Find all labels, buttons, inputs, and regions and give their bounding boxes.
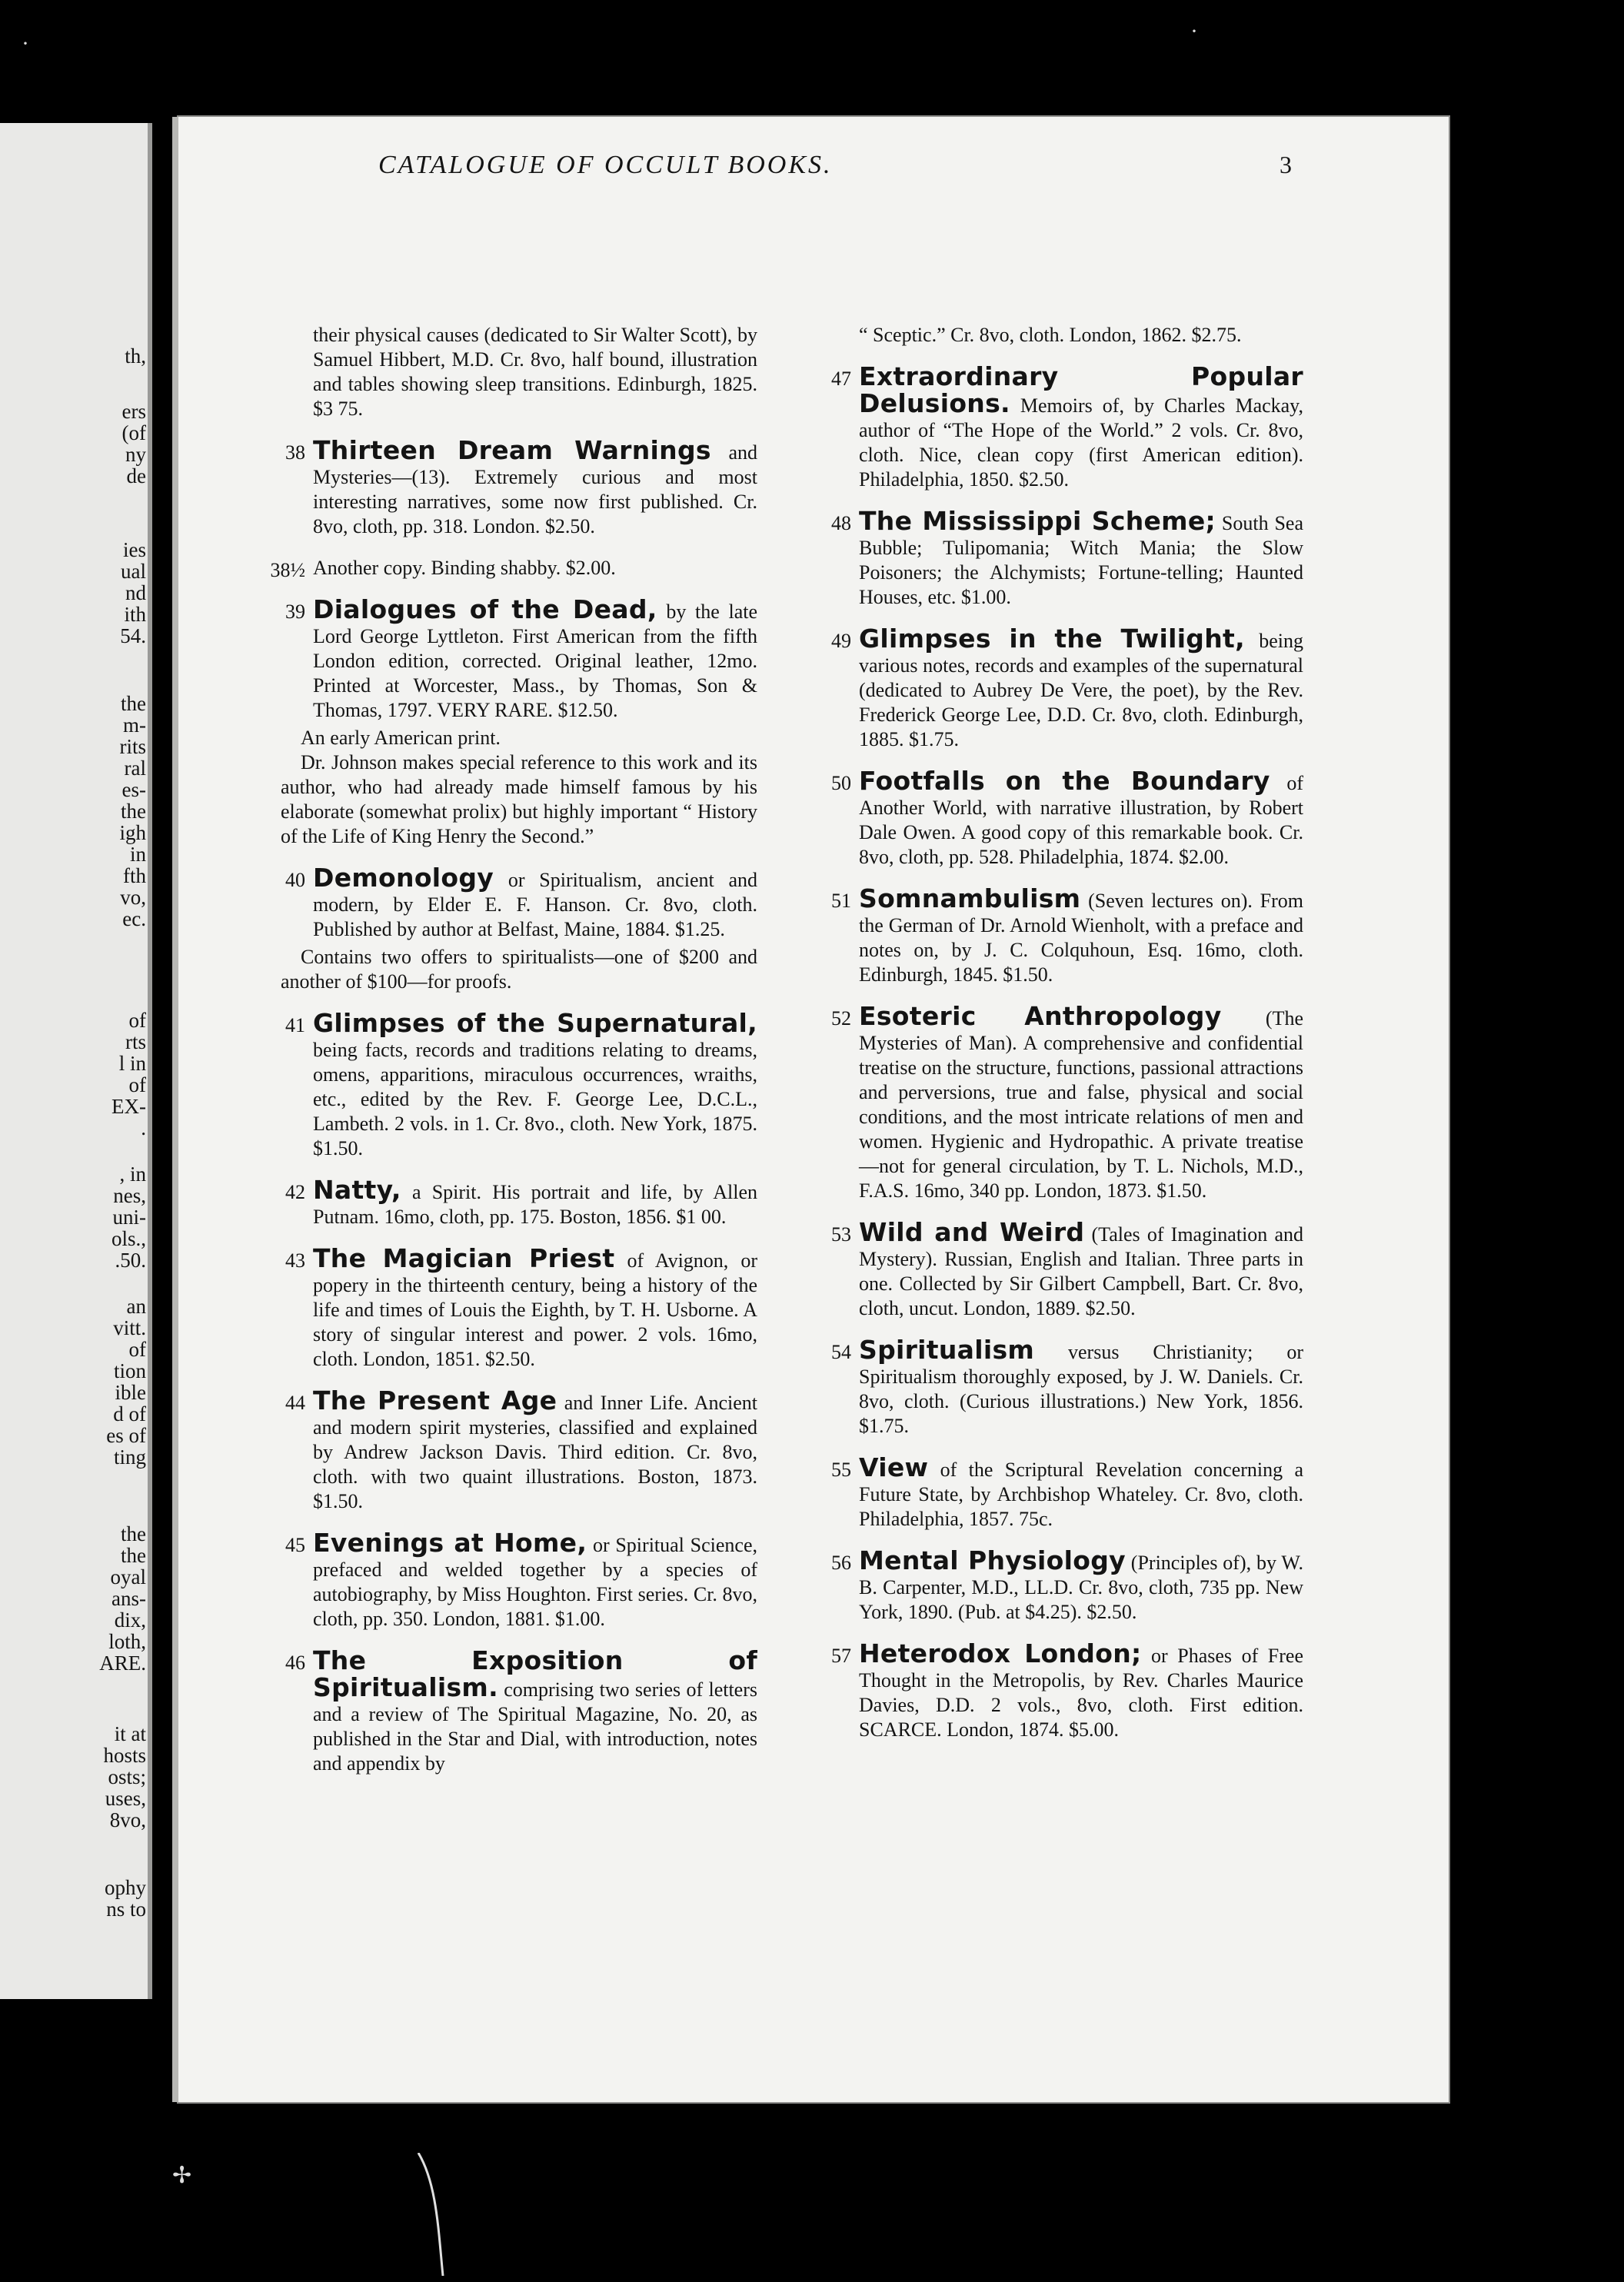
entry-number: 38 <box>285 441 305 464</box>
facing-page-text-fragment: loth, <box>108 1630 146 1653</box>
facing-page-text-fragment: of <box>128 1009 146 1032</box>
facing-page-text-fragment: ting <box>113 1445 146 1469</box>
entry-body <box>859 1452 1303 1532</box>
facing-page-text-fragment: ns to <box>106 1898 146 1921</box>
facing-page-text-fragment: th, <box>125 344 146 368</box>
facing-page-text-fragment: de <box>126 464 146 487</box>
entry-body <box>313 594 757 723</box>
entry-title: Natty, <box>313 1175 401 1205</box>
facing-page-text-fragment: . <box>141 1116 146 1139</box>
catalogue-entry <box>265 556 757 580</box>
entry-description: versus Christianity; or Spiritualism thoroughly exposed, by J. W. Daniels. Cr. 8vo, cloth. (Curious illustrations.) New York, 1856. $1.75. <box>859 1341 1303 1437</box>
entry-number: 55 <box>831 1459 851 1481</box>
facing-page-text-fragment: of <box>128 1073 146 1096</box>
facing-page-text-fragment: hosts <box>103 1744 146 1767</box>
entry-number: 47 <box>831 368 851 390</box>
entry-body <box>313 863 757 942</box>
entry-description: Memoirs of, by Charles Mackay, author of “The Hope of the World.” 2 vols. Cr. 8vo, cloth. Nice, clean copy (first American edition). Philadelphia, 1850. $2.50. <box>859 394 1303 491</box>
entry-description: (Tales of Imagination and Mystery). Russian, English and Italian. Three parts in one. Collected by Sir Gilbert Campbell, Bart. Cr. 8vo, cloth, uncut. London, 1889. $2.50. <box>859 1223 1303 1319</box>
catalogue-entry <box>265 1243 757 1372</box>
facing-page-text-fragment: an <box>126 1295 146 1318</box>
entry-body <box>859 1001 1303 1203</box>
entry-title: Evenings at Home, <box>313 1528 587 1558</box>
facing-page-text-fragment: ers <box>121 400 146 423</box>
entry-number: 48 <box>831 512 851 534</box>
page-number: 3 <box>1280 151 1292 178</box>
entry-description: of Another World, with narrative illustration, by Robert Dale Owen. A good copy of this remarkable book. Cr. 8vo, cloth, pp. 528. Philadelphia, 1874. $2.00. <box>859 772 1303 868</box>
facing-page-text-fragment: in <box>129 843 146 866</box>
entry-title: Somnambulism <box>859 883 1081 913</box>
facing-page-text-fragment: .50. <box>115 1249 146 1272</box>
film-scratch <box>415 2153 446 2276</box>
entry-title: Dialogues of the Dead, <box>313 594 657 624</box>
facing-page-text-fragment: osts; <box>108 1765 146 1788</box>
facing-page-text-fragment: rts <box>125 1030 146 1053</box>
facing-page-text-fragment: vo, <box>120 886 146 909</box>
entry-description: (Principles of), by W. B. Carpenter, M.D., LL.D. Cr. 8vo, cloth, 735 pp. New York, 1890. (Pub. at $4.25). $2.50. <box>859 1552 1303 1623</box>
entry-number: 56 <box>831 1552 851 1574</box>
running-head <box>378 151 1301 189</box>
entry-number: 42 <box>285 1181 305 1203</box>
scan-speck: · <box>22 31 29 56</box>
entry-body <box>313 556 757 580</box>
facing-page-text-fragment: ophy <box>105 1876 146 1899</box>
entry-number: 43 <box>285 1249 305 1272</box>
facing-page-text-fragment: (of <box>121 421 146 444</box>
entry-body <box>313 1175 757 1229</box>
entry-title: Heterodox London; <box>859 1638 1142 1668</box>
entry-title: Glimpses of the Supernatural, <box>313 1008 757 1038</box>
catalogue-entry <box>265 1175 757 1229</box>
facing-page-text-fragment: nd <box>125 581 146 604</box>
facing-page-text-fragment: ual <box>121 560 146 583</box>
entry-description: of the Scriptural Revelation concerning a Future State, by Archbishop Whateley. Cr. 8vo, cloth. Philadelphia, 1857. 75c. <box>859 1459 1303 1530</box>
catalogue-entry <box>265 1645 757 1776</box>
catalogue-entry <box>811 1335 1303 1439</box>
entry-description: or Spiritualism, ancient and modern, by Elder E. F. Hanson. Cr. 8vo, cloth. Published by author at Belfast, Maine, 1884. $1.25. <box>313 869 757 940</box>
facing-page-text-fragment: oyal <box>110 1565 146 1588</box>
facing-page-text-fragment: fth <box>123 864 146 887</box>
facing-page-text-fragment: uses, <box>105 1787 146 1810</box>
facing-page-text-fragment: d of <box>113 1402 146 1425</box>
facing-page-edge <box>0 123 152 1999</box>
catalogue-entry <box>265 435 757 539</box>
catalogue-entry <box>265 1528 757 1632</box>
entry-body <box>313 1528 757 1632</box>
entry-number: 54 <box>831 1341 851 1363</box>
entry-title: Glimpses in the Twilight, <box>859 624 1245 654</box>
facing-page-text-fragment: ny <box>125 443 146 466</box>
catalogue-entry <box>811 1545 1303 1625</box>
right-continuation: “ Sceptic.” Cr. 8vo, cloth. London, 1862. $2.75. <box>859 324 1242 346</box>
entry-number: 50 <box>831 772 851 794</box>
facing-page-text-fragment: the <box>121 800 146 823</box>
entry-number: 41 <box>285 1014 305 1036</box>
entry-body <box>313 1645 757 1776</box>
right-column <box>811 323 1303 1742</box>
catalogue-entry <box>811 1001 1303 1203</box>
catalogue-entry <box>811 1452 1303 1532</box>
entry-title: The Exposition of Spiritualism. <box>313 1645 757 1702</box>
facing-page-text-fragment: es of <box>106 1424 146 1447</box>
facing-page-text-fragment: ec. <box>122 907 146 930</box>
facing-page-text-fragment: ols., <box>111 1227 146 1250</box>
facing-page-text-fragment: ans- <box>111 1587 146 1610</box>
entry-title: Thirteen Dream Warnings <box>313 435 711 465</box>
entry-number: 44 <box>285 1392 305 1414</box>
entry-body <box>313 1243 757 1372</box>
entry-number: 57 <box>831 1645 851 1667</box>
entry-title: The Mississippi Scheme; <box>859 506 1216 536</box>
facing-page-text-fragment: m- <box>123 714 146 737</box>
facing-page-text-fragment: ith <box>124 603 146 626</box>
entry-description: a Spirit. His portrait and life, by Allen Putnam. 16mo, cloth, pp. 175. Boston, 1856. $1 00. <box>313 1181 757 1228</box>
entry-description: (Seven lectures on). From the German of Dr. Arnold Wienholt, with a preface and notes on, by J. C. Colquhoun, Esq. 16mo, cloth. Edinburgh, 1845. $1.50. <box>859 890 1303 986</box>
catalogue-entry <box>265 1008 757 1161</box>
entry-note <box>281 945 757 994</box>
facing-page-text-fragment: the <box>121 692 146 715</box>
entry-description: comprising two series of letters and a review of The Spiritual Magazine, No. 20, as published in the Star and Dial, with introduction, notes and appendix by <box>313 1678 757 1775</box>
facing-page-text-fragment: es- <box>121 778 146 801</box>
entry-note <box>281 726 757 849</box>
entry-body <box>313 1386 757 1514</box>
facing-page-text-fragment: 8vo, <box>109 1808 146 1831</box>
facing-page-text-fragment: igh <box>119 821 146 844</box>
entry-body <box>859 766 1303 870</box>
entry-note-paragraph: Dr. Johnson makes special reference to this work and its author, who had already made himself famous by his elaborate (somewhat prolix) but highly important “ History of the Life of King Henry the Second.” <box>281 751 757 847</box>
entry-description: being various notes, records and examples of the supernatural (dedicated to Aubrey De Vere, the poet), by the Rev. Frederick George Lee, D.D. Cr. 8vo, cloth. Edinburgh, 1885. $1.75. <box>859 630 1303 750</box>
facing-page-text-fragment: l in <box>118 1052 146 1075</box>
entry-number: 38½ <box>270 559 305 581</box>
entry-title: Esoteric Anthropology <box>859 1001 1222 1031</box>
entry-body <box>859 1335 1303 1439</box>
entry-note-paragraph: An early American print. <box>301 727 501 749</box>
catalogue-entry <box>811 766 1303 870</box>
facing-page-text-fragment: rits <box>119 735 146 758</box>
running-head-title: CATALOGUE OF OCCULT BOOKS. <box>378 151 833 179</box>
entry-title: Mental Physiology <box>859 1545 1126 1575</box>
entry-description: and Inner Life. Ancient and modern spirit mysteries, classified and explained by Andrew Jackson Davis. Third edition. Cr. 8vo, cloth. with two quaint illustrations. Boston, 1873. $1.50. <box>313 1392 757 1512</box>
left-column <box>265 323 757 1776</box>
entry-title: View <box>859 1452 929 1482</box>
facing-page-text-fragment: nes, <box>113 1184 146 1207</box>
facing-page-text-fragment: vitt. <box>113 1316 146 1339</box>
facing-page-text-fragment: uni- <box>112 1206 146 1229</box>
entry-title: The Present Age <box>313 1386 557 1415</box>
facing-page-text-fragment: the <box>121 1522 146 1545</box>
facing-page-text-fragment: , in <box>119 1163 146 1186</box>
facing-page-text-fragment: tion <box>113 1359 146 1382</box>
facing-page-text-fragment: dix, <box>114 1608 146 1632</box>
catalogue-entry <box>265 594 757 849</box>
entry-description: or Spiritual Science, prefaced and welded together by a species of autobiography, by Miss Houghton. First series. Cr. 8vo, cloth, pp. 350. London, 1881. $1.00. <box>313 1534 757 1630</box>
entry-body <box>859 1217 1303 1321</box>
facing-page-text-fragment: EX- <box>111 1095 146 1118</box>
entry-body <box>859 1638 1303 1742</box>
catalogue-entry <box>811 361 1303 492</box>
facing-page-text-fragment: ies <box>123 538 146 561</box>
entry-number: 39 <box>285 600 305 623</box>
entry-description: and Mysteries—(13). Extremely curious and most interesting narratives, some now first published. Cr. 8vo, cloth, pp. 318. London. $2.50. <box>313 441 757 537</box>
catalogue-entry <box>811 883 1303 987</box>
entry-number: 52 <box>831 1007 851 1030</box>
entry-body <box>859 361 1303 492</box>
entry-note-paragraph: Contains two offers to spiritualists—one of $200 and another of $100—for proofs. <box>281 946 757 993</box>
entry-title: The Magician Priest <box>313 1243 615 1273</box>
entry-description: or Phases of Free Thought in the Metropolis, by Rev. Charles Maurice Davies, D.D. 2 vols., 8vo, cloth. First edition. SCARCE. London, 1874. $5.00. <box>859 1645 1303 1741</box>
entry-description: of Avignon, or popery in the thirteenth century, being a history of the life and times of Louis the Eighth, by T. H. Usborne. A story of singular interest and power. 2 vols. 16mo, cloth. London, 1851. $2.50. <box>313 1249 757 1370</box>
entry-title: Wild and Weird <box>859 1217 1085 1247</box>
scan-speck: ✢ <box>172 2163 192 2188</box>
entry-body <box>859 1545 1303 1625</box>
facing-page-text-fragment: ARE. <box>99 1652 146 1675</box>
facing-page-text-fragment: it at <box>114 1722 146 1745</box>
entry-description: being facts, records and traditions relating to dreams, omens, apparitions, miraculous occurrences, wraiths, etc., edited by the Rev. F. George Lee, D.C.L., Lambeth. 2 vols. in 1. Cr. 8vo., cloth. New York, 1875. $1.50. <box>313 1039 757 1159</box>
entry-body <box>313 1008 757 1161</box>
facing-page-text-fragment: the <box>121 1544 146 1567</box>
facing-page-text-fragment: 54. <box>120 624 146 647</box>
entry-description: (The Mysteries of Man). A comprehensive and confidential treatise on the structure, functions, passional attractions and perversions, true and false, physical and social conditions, and the most intricate relations of men and women. Hygienic and Hydropathic. A private treatise—not for general circulation, by T. L. Nichols, M.D., F.A.S. 16mo, 340 pp. London, 1873. $1.50. <box>859 1007 1303 1202</box>
scan-speck: · <box>1190 18 1198 44</box>
catalogue-entry <box>265 1386 757 1514</box>
entry-number: 53 <box>831 1223 851 1246</box>
entry-title: Footfalls on the Boundary <box>859 766 1270 796</box>
entry-title: Spiritualism <box>859 1335 1035 1365</box>
entry-number: 46 <box>285 1652 305 1674</box>
entry-body <box>313 435 757 539</box>
entry-description: by the late Lord George Lyttleton. First American from the fifth London edition, corrected. Original leather, 12mo. Printed at Worcester, Mass., by Thomas, Son & Thomas, 1797. VERY RARE. $12.50. <box>313 600 757 721</box>
facing-page-text-fragment: ible <box>115 1381 146 1404</box>
catalogue-entry <box>265 863 757 994</box>
left-continuation: their physical causes (dedicated to Sir Walter Scott), by Samuel Hibbert, M.D. Cr. 8vo, half bound, illustration and tables showing sleep transitions. Edinburgh, 1825. $3 75. <box>313 324 757 420</box>
entry-description: Another copy. Binding shabby. $2.00. <box>313 557 616 579</box>
facing-page-text-fragment: of <box>128 1338 146 1361</box>
entry-title: Extraordinary Popular Delusions. <box>859 361 1303 418</box>
entry-description: South Sea Bubble; Tulipomania; Witch Mania; the Slow Poisoners; the Alchymists; Fortune-telling; Haunted Houses, etc. $1.00. <box>859 512 1303 608</box>
entry-body <box>859 883 1303 987</box>
catalogue-entry <box>811 1217 1303 1321</box>
entry-number: 51 <box>831 890 851 912</box>
entry-number: 49 <box>831 630 851 652</box>
catalogue-entry <box>811 506 1303 610</box>
entry-title: Demonology <box>313 863 494 893</box>
catalogue-entry <box>811 624 1303 752</box>
catalogue-entry <box>811 1638 1303 1742</box>
entry-body <box>859 506 1303 610</box>
entry-number: 45 <box>285 1534 305 1556</box>
entry-number: 40 <box>285 869 305 891</box>
entry-body <box>859 624 1303 752</box>
facing-page-text-fragment: ral <box>124 757 146 780</box>
